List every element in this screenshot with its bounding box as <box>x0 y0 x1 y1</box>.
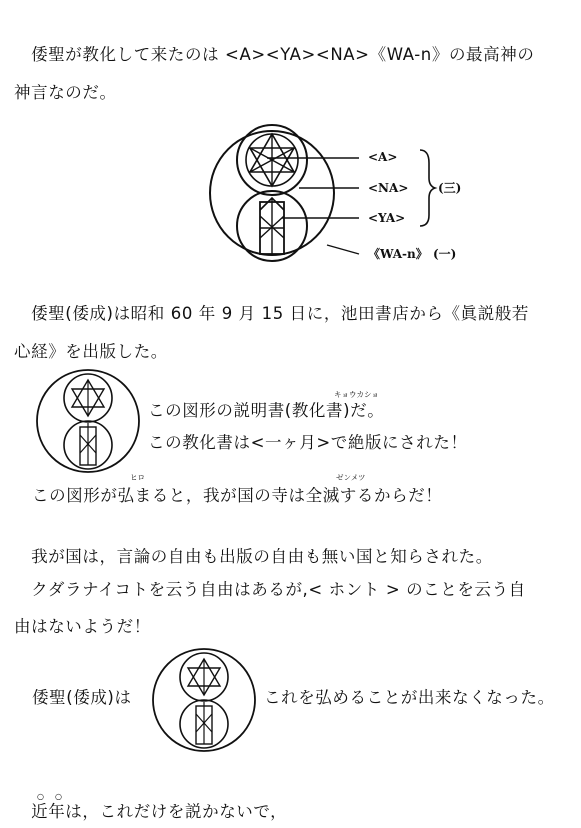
paragraph-3-line-2: この教化書は<一ヶ月>で絶版にされた！ <box>148 433 468 452</box>
paragraph-2-line-1: 倭聖(倭成)は昭和 60 年 9 月 15 日に，池田書店から《眞説般若 <box>14 304 530 323</box>
paragraph-7-right: これを弘めることが出来なくなった。 <box>264 688 555 707</box>
paragraph-1-line-1: 倭聖が教化して来たのは <A><YA><NA>《WA-n》の最高神の <box>14 45 535 64</box>
ruby-kyoukasho: キョウカショ <box>334 390 379 399</box>
label-three: (三) <box>438 181 462 195</box>
emphasis-dot-1: ○ <box>37 792 44 801</box>
small-diagram-2 <box>150 646 260 756</box>
ruby-zenmetsu: ゼンメツ <box>336 473 366 482</box>
paragraph-1-line-2: 神言なのだ。 <box>14 83 117 102</box>
paragraph-6-line-2: 由はないようだ！ <box>14 617 151 636</box>
paragraph-2-line-2: 心経》を出版した。 <box>14 342 168 361</box>
label-wa-n: 《WA-n》 <box>368 247 428 261</box>
small-diagram-1 <box>34 367 144 477</box>
label-na: <NA> <box>368 181 409 195</box>
label-a: <A> <box>368 150 398 164</box>
emphasis-dot-2: ○ <box>55 792 62 801</box>
paragraph-7-left: 倭聖(倭成)は <box>32 688 132 707</box>
paragraph-8: 近年は，これだけを説かないで， <box>14 802 288 821</box>
label-one: (一) <box>433 247 457 261</box>
paragraph-6-line-1: クダラナイコトを云う自由はあるが,< ホント > のことを云う自 <box>14 580 526 599</box>
paragraph-3-line-1: この図形の説明書(教化書)だ。 <box>148 401 385 420</box>
label-ya: <YA> <box>368 211 406 225</box>
ruby-hiro: ヒロ <box>130 473 145 482</box>
paragraph-4: この図形が弘まると，我が国の寺は全滅するからだ！ <box>32 486 443 505</box>
wan-diagram <box>207 118 337 268</box>
paragraph-5: 我が国は，言論の自由も出版の自由も無い国と知らされた。 <box>14 547 493 566</box>
